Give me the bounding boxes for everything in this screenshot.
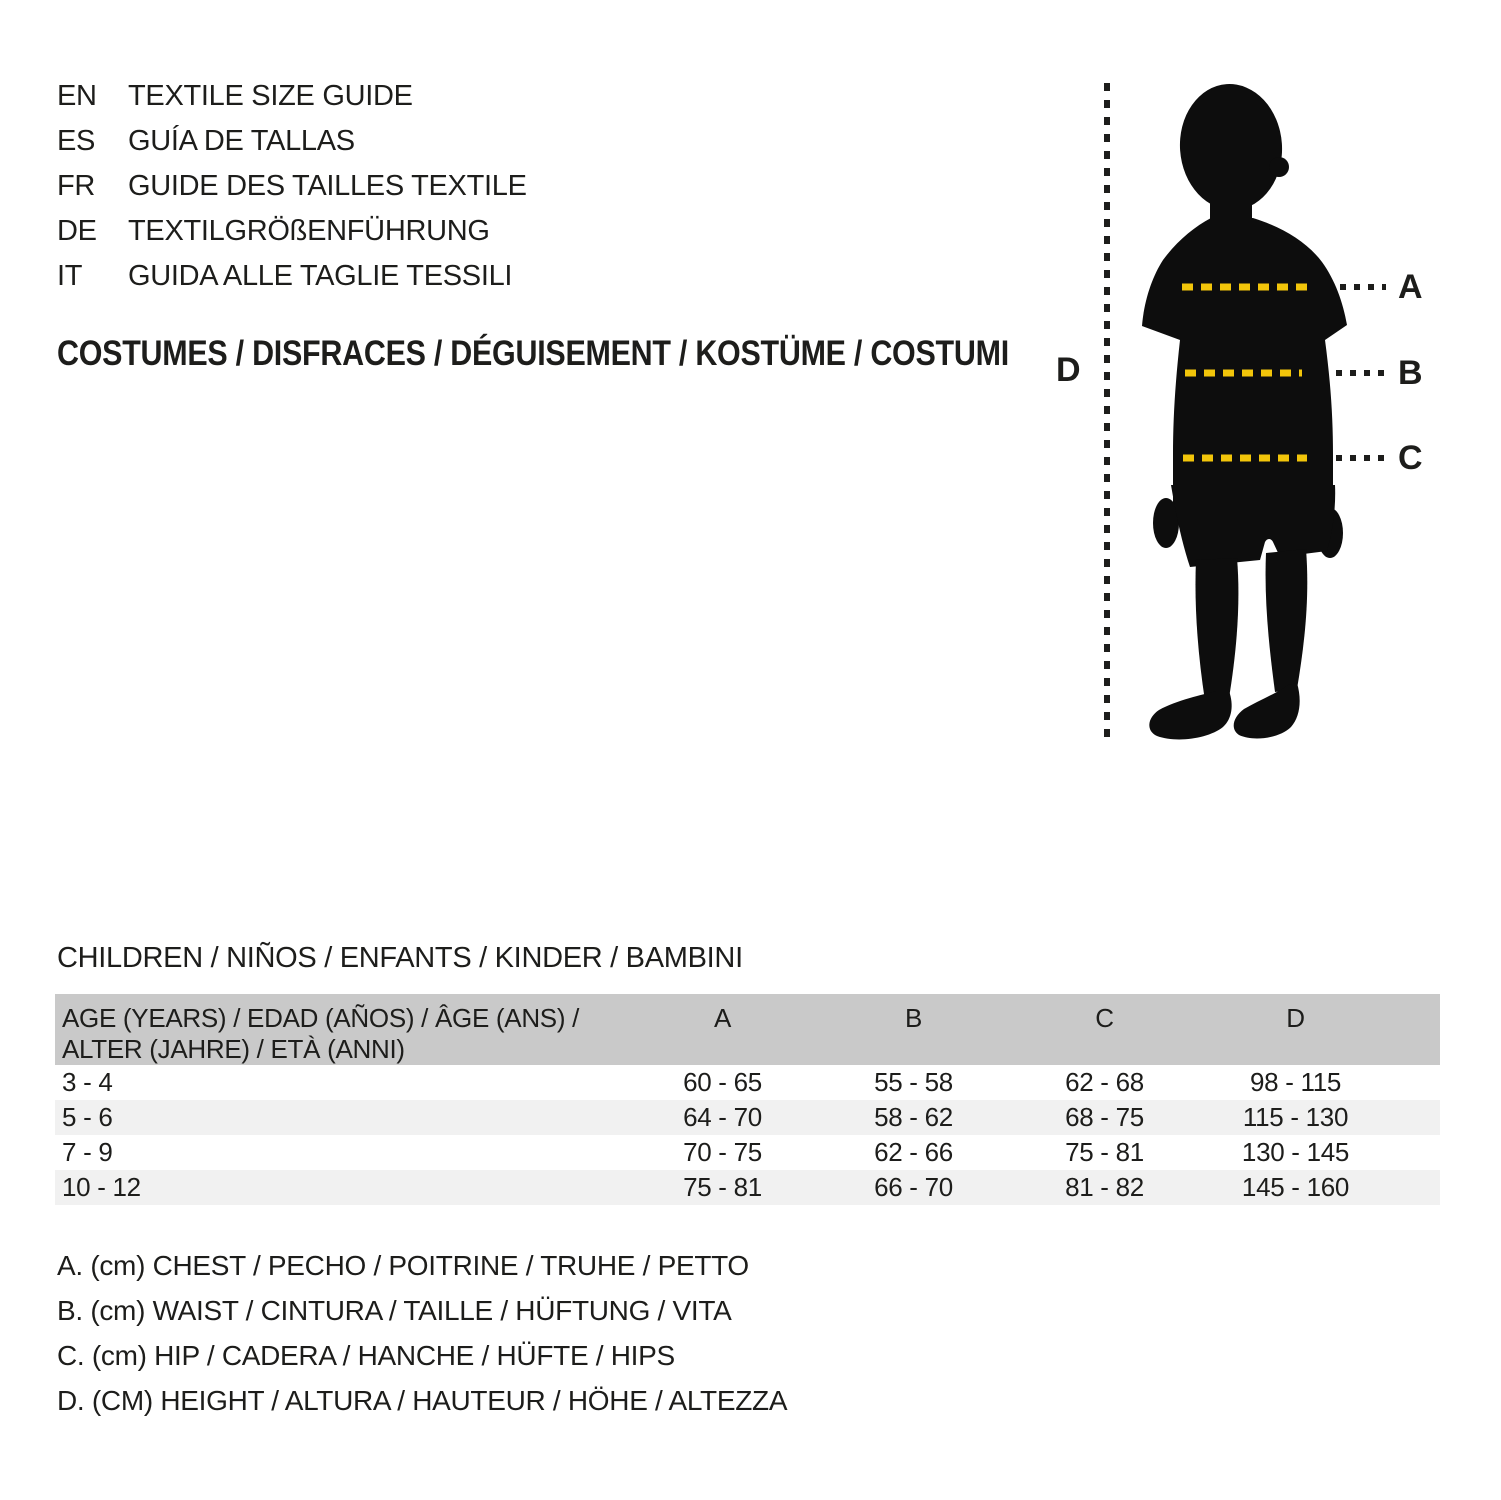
guide-title-it: GUIDA ALLE TAGLIE TESSILI bbox=[128, 260, 513, 292]
measure-label-height: D bbox=[1056, 351, 1081, 389]
section-heading-children: CHILDREN / NIÑOS / ENFANTS / KINDER / BAMBINI bbox=[57, 942, 743, 974]
age-cell: 5 - 6 bbox=[62, 1102, 113, 1132]
language-code: DE bbox=[57, 215, 97, 247]
waist-cell: 55 - 58 bbox=[874, 1067, 953, 1097]
table-row bbox=[55, 1065, 1440, 1100]
guide-title-de: TEXTILGRÖßENFÜHRUNG bbox=[128, 215, 490, 247]
guide-title-fr: GUIDE DES TAILLES TEXTILE bbox=[128, 170, 527, 202]
measure-label-hip: C bbox=[1398, 439, 1423, 477]
category-heading: COSTUMES / DISFRACES / DÉGUISEMENT / KOSTÜME / COSTUMI bbox=[57, 334, 1009, 373]
child-measurement-figure bbox=[1030, 55, 1501, 765]
column-header-b: B bbox=[904, 1003, 923, 1033]
child-silhouette bbox=[1142, 81, 1347, 740]
chest-cell: 70 - 75 bbox=[683, 1137, 762, 1167]
age-cell: 3 - 4 bbox=[62, 1067, 113, 1097]
age-cell: 7 - 9 bbox=[62, 1137, 113, 1167]
height-cell: 115 - 130 bbox=[1242, 1102, 1349, 1132]
chest-cell: 75 - 81 bbox=[683, 1172, 762, 1202]
age-cell: 10 - 12 bbox=[62, 1172, 141, 1202]
age-header-line1: AGE (YEARS) / EDAD (AÑOS) / ÂGE (ANS) / bbox=[62, 1003, 580, 1033]
column-header-a: A bbox=[713, 1003, 732, 1033]
legend-waist: B. (cm) WAIST / CINTURA / TAILLE / HÜFTUNG / VITA bbox=[57, 1295, 732, 1326]
guide-title-en: TEXTILE SIZE GUIDE bbox=[128, 80, 413, 112]
measure-label-waist: B bbox=[1398, 354, 1423, 392]
waist-cell: 62 - 66 bbox=[874, 1137, 953, 1167]
language-row-es bbox=[57, 119, 527, 164]
waist-cell: 58 - 62 bbox=[874, 1102, 953, 1132]
language-code: EN bbox=[57, 80, 97, 112]
height-cell: 130 - 145 bbox=[1241, 1137, 1350, 1167]
table-row bbox=[55, 1100, 1440, 1135]
height-cell: 145 - 160 bbox=[1241, 1172, 1350, 1202]
language-row-fr bbox=[57, 164, 527, 209]
child-silhouette-icon bbox=[1030, 55, 1450, 765]
table-header-row bbox=[55, 994, 1440, 1065]
chest-cell: 60 - 65 bbox=[683, 1067, 762, 1097]
chest-cell: 64 - 70 bbox=[683, 1102, 762, 1132]
legend-chest: A. (cm) CHEST / PECHO / POITRINE / TRUHE / PETTO bbox=[57, 1250, 749, 1281]
language-code: ES bbox=[57, 125, 96, 157]
language-code: IT bbox=[57, 260, 83, 292]
age-column-header bbox=[55, 994, 627, 1065]
language-row-it bbox=[57, 254, 527, 299]
measurement-legend bbox=[57, 1243, 787, 1423]
hip-cell: 68 - 75 bbox=[1065, 1102, 1144, 1132]
legend-hip: C. (cm) HIP / CADERA / HANCHE / HÜFTE / HIPS bbox=[57, 1340, 675, 1371]
language-code: FR bbox=[57, 170, 96, 202]
table-row bbox=[55, 1170, 1440, 1205]
measure-label-chest: A bbox=[1398, 268, 1423, 306]
language-title-list bbox=[57, 74, 527, 299]
waist-cell: 66 - 70 bbox=[874, 1172, 953, 1202]
hip-cell: 81 - 82 bbox=[1065, 1172, 1144, 1202]
hip-cell: 62 - 68 bbox=[1065, 1067, 1144, 1097]
height-cell: 98 - 115 bbox=[1249, 1067, 1342, 1097]
legend-height: D. (CM) HEIGHT / ALTURA / HAUTEUR / HÖHE / ALTEZZA bbox=[57, 1385, 788, 1416]
guide-title-es: GUÍA DE TALLAS bbox=[128, 125, 355, 157]
column-header-d: D bbox=[1286, 1003, 1305, 1033]
hip-cell: 75 - 81 bbox=[1065, 1137, 1144, 1167]
children-size-table bbox=[55, 994, 1440, 1205]
language-row-en bbox=[57, 74, 527, 119]
table-row bbox=[55, 1135, 1440, 1170]
column-header-c: C bbox=[1095, 1003, 1114, 1033]
age-header-line2: ALTER (JAHRE) / ETÀ (ANNI) bbox=[62, 1034, 405, 1064]
language-row-de bbox=[57, 209, 527, 254]
